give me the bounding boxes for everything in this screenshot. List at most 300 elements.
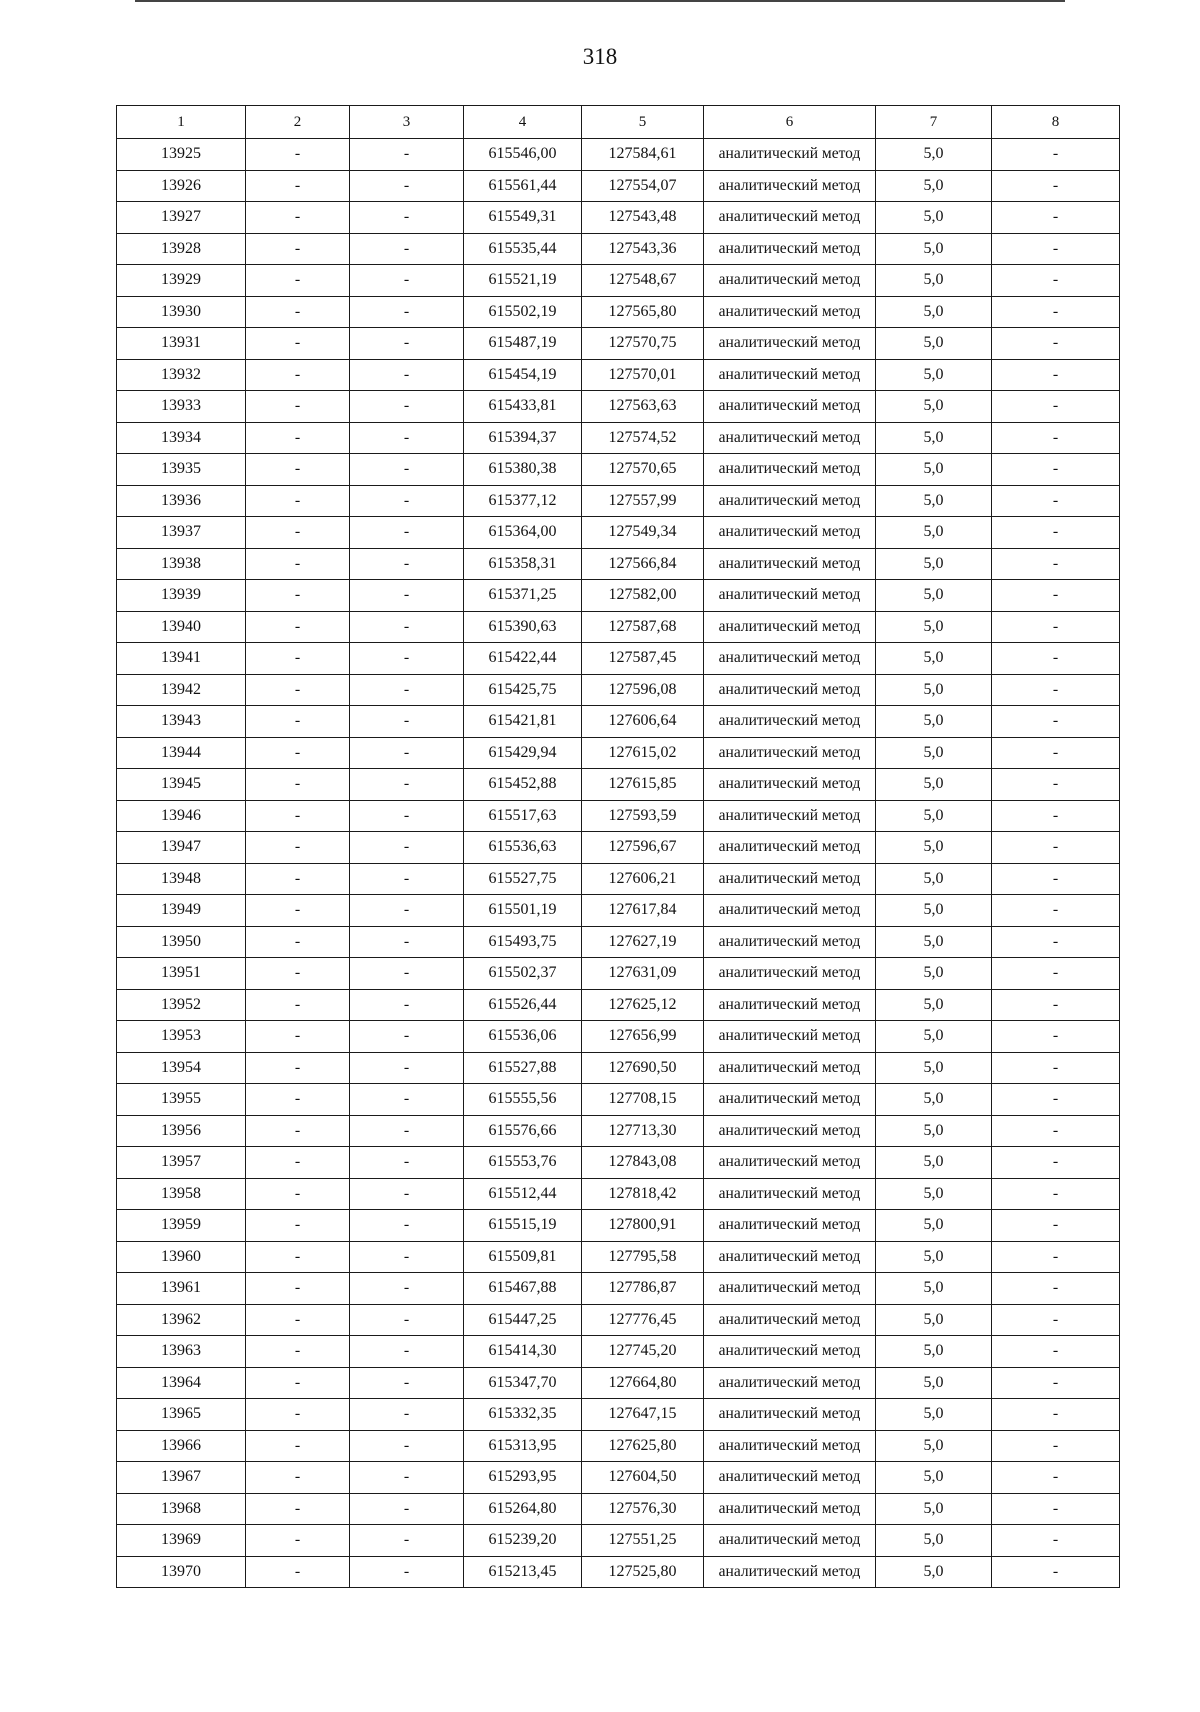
- cell-x-coordinate: 615447,25: [464, 1304, 582, 1336]
- table-row: [117, 989, 1120, 1021]
- cell-number: 13925: [117, 139, 246, 171]
- cell-number: 13965: [117, 1399, 246, 1431]
- cell-x-coordinate: 615377,12: [464, 485, 582, 517]
- table-row: [117, 265, 1120, 297]
- cell-col3: -: [350, 1052, 464, 1084]
- table-row: [117, 548, 1120, 580]
- cell-col3: -: [350, 926, 464, 958]
- cell-accuracy: 5,0: [876, 517, 992, 549]
- cell-y-coordinate: 127606,64: [582, 706, 704, 738]
- cell-col3: -: [350, 170, 464, 202]
- cell-accuracy: 5,0: [876, 139, 992, 171]
- table-row: [117, 1178, 1120, 1210]
- cell-method: аналитический метод: [704, 1021, 876, 1053]
- table-row: [117, 139, 1120, 171]
- cell-x-coordinate: 615487,19: [464, 328, 582, 360]
- table-row: [117, 706, 1120, 738]
- table-row: [117, 1462, 1120, 1494]
- cell-col8: -: [992, 643, 1120, 675]
- cell-number: 13963: [117, 1336, 246, 1368]
- table-row: [117, 958, 1120, 990]
- cell-col3: -: [350, 1021, 464, 1053]
- cell-y-coordinate: 127525,80: [582, 1556, 704, 1588]
- cell-accuracy: 5,0: [876, 895, 992, 927]
- cell-col3: -: [350, 485, 464, 517]
- cell-col2: -: [246, 1178, 350, 1210]
- table-row: [117, 1525, 1120, 1557]
- cell-col2: -: [246, 989, 350, 1021]
- cell-method: аналитический метод: [704, 706, 876, 738]
- table-row: [117, 485, 1120, 517]
- table-row: [117, 674, 1120, 706]
- cell-y-coordinate: 127587,68: [582, 611, 704, 643]
- cell-col2: -: [246, 1304, 350, 1336]
- cell-col8: -: [992, 1336, 1120, 1368]
- cell-accuracy: 5,0: [876, 1462, 992, 1494]
- cell-col3: -: [350, 1430, 464, 1462]
- cell-method: аналитический метод: [704, 800, 876, 832]
- table-row: [117, 1241, 1120, 1273]
- cell-accuracy: 5,0: [876, 958, 992, 990]
- cell-col2: -: [246, 580, 350, 612]
- cell-y-coordinate: 127615,02: [582, 737, 704, 769]
- cell-col8: -: [992, 1430, 1120, 1462]
- table-row: [117, 359, 1120, 391]
- cell-accuracy: 5,0: [876, 1304, 992, 1336]
- cell-number: 13926: [117, 170, 246, 202]
- cell-col8: -: [992, 1556, 1120, 1588]
- cell-accuracy: 5,0: [876, 1021, 992, 1053]
- cell-col8: -: [992, 926, 1120, 958]
- cell-col3: -: [350, 643, 464, 675]
- cell-method: аналитический метод: [704, 328, 876, 360]
- cell-accuracy: 5,0: [876, 706, 992, 738]
- cell-y-coordinate: 127615,85: [582, 769, 704, 801]
- cell-number: 13932: [117, 359, 246, 391]
- cell-accuracy: 5,0: [876, 1210, 992, 1242]
- cell-accuracy: 5,0: [876, 800, 992, 832]
- cell-col2: -: [246, 233, 350, 265]
- cell-y-coordinate: 127713,30: [582, 1115, 704, 1147]
- cell-y-coordinate: 127593,59: [582, 800, 704, 832]
- table-row: [117, 517, 1120, 549]
- cell-method: аналитический метод: [704, 233, 876, 265]
- cell-method: аналитический метод: [704, 548, 876, 580]
- cell-x-coordinate: 615535,44: [464, 233, 582, 265]
- table-header: [117, 106, 1120, 139]
- cell-y-coordinate: 127604,50: [582, 1462, 704, 1494]
- cell-col8: -: [992, 359, 1120, 391]
- cell-col3: -: [350, 832, 464, 864]
- cell-number: 13950: [117, 926, 246, 958]
- cell-x-coordinate: 615536,06: [464, 1021, 582, 1053]
- header-row: [117, 106, 1120, 139]
- cell-col3: -: [350, 391, 464, 423]
- cell-y-coordinate: 127625,12: [582, 989, 704, 1021]
- column-header-6: 6: [704, 106, 876, 139]
- cell-accuracy: 5,0: [876, 1273, 992, 1305]
- table-row: [117, 643, 1120, 675]
- table-row: [117, 296, 1120, 328]
- cell-col2: -: [246, 1336, 350, 1368]
- cell-col2: -: [246, 737, 350, 769]
- cell-accuracy: 5,0: [876, 1336, 992, 1368]
- cell-col3: -: [350, 1462, 464, 1494]
- cell-col8: -: [992, 265, 1120, 297]
- cell-y-coordinate: 127563,63: [582, 391, 704, 423]
- cell-accuracy: 5,0: [876, 674, 992, 706]
- cell-x-coordinate: 615493,75: [464, 926, 582, 958]
- cell-col8: -: [992, 737, 1120, 769]
- cell-col3: -: [350, 580, 464, 612]
- cell-accuracy: 5,0: [876, 1115, 992, 1147]
- table-row: [117, 328, 1120, 360]
- cell-col2: -: [246, 422, 350, 454]
- cell-col2: -: [246, 328, 350, 360]
- cell-y-coordinate: 127543,48: [582, 202, 704, 234]
- cell-method: аналитический метод: [704, 1493, 876, 1525]
- table-row: [117, 1147, 1120, 1179]
- cell-col8: -: [992, 1115, 1120, 1147]
- cell-col8: -: [992, 170, 1120, 202]
- cell-method: аналитический метод: [704, 580, 876, 612]
- table-row: [117, 1367, 1120, 1399]
- cell-x-coordinate: 615213,45: [464, 1556, 582, 1588]
- cell-method: аналитический метод: [704, 1273, 876, 1305]
- cell-number: 13962: [117, 1304, 246, 1336]
- cell-method: аналитический метод: [704, 1304, 876, 1336]
- cell-method: аналитический метод: [704, 674, 876, 706]
- cell-col3: -: [350, 1147, 464, 1179]
- cell-col3: -: [350, 233, 464, 265]
- cell-y-coordinate: 127551,25: [582, 1525, 704, 1557]
- cell-y-coordinate: 127570,01: [582, 359, 704, 391]
- cell-accuracy: 5,0: [876, 1241, 992, 1273]
- table-row: [117, 1304, 1120, 1336]
- cell-x-coordinate: 615380,38: [464, 454, 582, 486]
- table-row: [117, 1430, 1120, 1462]
- cell-x-coordinate: 615546,00: [464, 139, 582, 171]
- cell-col2: -: [246, 863, 350, 895]
- cell-y-coordinate: 127631,09: [582, 958, 704, 990]
- cell-accuracy: 5,0: [876, 328, 992, 360]
- top-rule: [135, 0, 1065, 2]
- cell-number: 13958: [117, 1178, 246, 1210]
- column-header-8: 8: [992, 106, 1120, 139]
- cell-col3: -: [350, 359, 464, 391]
- cell-col8: -: [992, 832, 1120, 864]
- cell-number: 13947: [117, 832, 246, 864]
- cell-accuracy: 5,0: [876, 832, 992, 864]
- cell-number: 13939: [117, 580, 246, 612]
- cell-number: 13938: [117, 548, 246, 580]
- cell-number: 13937: [117, 517, 246, 549]
- cell-col2: -: [246, 202, 350, 234]
- cell-method: аналитический метод: [704, 139, 876, 171]
- cell-col2: -: [246, 1462, 350, 1494]
- cell-number: 13968: [117, 1493, 246, 1525]
- cell-number: 13930: [117, 296, 246, 328]
- table-row: [117, 1021, 1120, 1053]
- cell-x-coordinate: 615332,35: [464, 1399, 582, 1431]
- cell-y-coordinate: 127617,84: [582, 895, 704, 927]
- cell-col2: -: [246, 1399, 350, 1431]
- cell-col8: -: [992, 769, 1120, 801]
- cell-col3: -: [350, 611, 464, 643]
- table-row: [117, 737, 1120, 769]
- cell-col8: -: [992, 1084, 1120, 1116]
- cell-x-coordinate: 615239,20: [464, 1525, 582, 1557]
- cell-col2: -: [246, 359, 350, 391]
- cell-col3: -: [350, 296, 464, 328]
- cell-number: 13944: [117, 737, 246, 769]
- cell-method: аналитический метод: [704, 1147, 876, 1179]
- cell-number: 13934: [117, 422, 246, 454]
- cell-accuracy: 5,0: [876, 1147, 992, 1179]
- cell-col3: -: [350, 517, 464, 549]
- cell-number: 13936: [117, 485, 246, 517]
- cell-method: аналитический метод: [704, 1336, 876, 1368]
- cell-col3: -: [350, 1241, 464, 1273]
- cell-y-coordinate: 127795,58: [582, 1241, 704, 1273]
- table-row: [117, 391, 1120, 423]
- cell-x-coordinate: 615561,44: [464, 170, 582, 202]
- cell-method: аналитический метод: [704, 1367, 876, 1399]
- cell-method: аналитический метод: [704, 454, 876, 486]
- table-row: [117, 1210, 1120, 1242]
- table-row: [117, 1115, 1120, 1147]
- cell-number: 13951: [117, 958, 246, 990]
- cell-y-coordinate: 127570,65: [582, 454, 704, 486]
- cell-col2: -: [246, 1147, 350, 1179]
- cell-method: аналитический метод: [704, 1525, 876, 1557]
- cell-y-coordinate: 127582,00: [582, 580, 704, 612]
- cell-y-coordinate: 127596,67: [582, 832, 704, 864]
- cell-col8: -: [992, 863, 1120, 895]
- cell-col2: -: [246, 1241, 350, 1273]
- cell-col8: -: [992, 139, 1120, 171]
- cell-col3: -: [350, 895, 464, 927]
- cell-col8: -: [992, 706, 1120, 738]
- cell-col3: -: [350, 1399, 464, 1431]
- cell-y-coordinate: 127574,52: [582, 422, 704, 454]
- cell-y-coordinate: 127596,08: [582, 674, 704, 706]
- cell-accuracy: 5,0: [876, 1084, 992, 1116]
- cell-method: аналитический метод: [704, 1052, 876, 1084]
- cell-number: 13960: [117, 1241, 246, 1273]
- cell-y-coordinate: 127625,80: [582, 1430, 704, 1462]
- cell-method: аналитический метод: [704, 1462, 876, 1494]
- cell-x-coordinate: 615313,95: [464, 1430, 582, 1462]
- cell-col8: -: [992, 958, 1120, 990]
- cell-col3: -: [350, 548, 464, 580]
- cell-number: 13966: [117, 1430, 246, 1462]
- cell-number: 13933: [117, 391, 246, 423]
- cell-col2: -: [246, 1556, 350, 1588]
- cell-y-coordinate: 127690,50: [582, 1052, 704, 1084]
- cell-y-coordinate: 127786,87: [582, 1273, 704, 1305]
- table-row: [117, 1399, 1120, 1431]
- cell-x-coordinate: 615517,63: [464, 800, 582, 832]
- cell-method: аналитический метод: [704, 296, 876, 328]
- cell-x-coordinate: 615526,44: [464, 989, 582, 1021]
- cell-accuracy: 5,0: [876, 1525, 992, 1557]
- table-row: [117, 233, 1120, 265]
- cell-col3: -: [350, 863, 464, 895]
- table-row: [117, 1493, 1120, 1525]
- cell-x-coordinate: 615512,44: [464, 1178, 582, 1210]
- cell-col2: -: [246, 706, 350, 738]
- cell-y-coordinate: 127664,80: [582, 1367, 704, 1399]
- cell-col3: -: [350, 706, 464, 738]
- cell-method: аналитический метод: [704, 1241, 876, 1273]
- cell-number: 13957: [117, 1147, 246, 1179]
- cell-col8: -: [992, 548, 1120, 580]
- table-row: [117, 926, 1120, 958]
- cell-method: аналитический метод: [704, 391, 876, 423]
- cell-col3: -: [350, 139, 464, 171]
- cell-x-coordinate: 615429,94: [464, 737, 582, 769]
- cell-method: аналитический метод: [704, 265, 876, 297]
- cell-col8: -: [992, 328, 1120, 360]
- column-header-3: 3: [350, 106, 464, 139]
- table-row: [117, 454, 1120, 486]
- table-row: [117, 422, 1120, 454]
- cell-x-coordinate: 615502,19: [464, 296, 582, 328]
- cell-number: 13946: [117, 800, 246, 832]
- cell-accuracy: 5,0: [876, 1556, 992, 1588]
- cell-col3: -: [350, 800, 464, 832]
- cell-accuracy: 5,0: [876, 1493, 992, 1525]
- cell-col2: -: [246, 1115, 350, 1147]
- cell-accuracy: 5,0: [876, 1178, 992, 1210]
- cell-x-coordinate: 615536,63: [464, 832, 582, 864]
- cell-x-coordinate: 615454,19: [464, 359, 582, 391]
- cell-col2: -: [246, 296, 350, 328]
- cell-number: 13969: [117, 1525, 246, 1557]
- cell-col3: -: [350, 737, 464, 769]
- cell-accuracy: 5,0: [876, 296, 992, 328]
- table-row: [117, 863, 1120, 895]
- cell-method: аналитический метод: [704, 1210, 876, 1242]
- cell-col8: -: [992, 517, 1120, 549]
- cell-y-coordinate: 127566,84: [582, 548, 704, 580]
- cell-col2: -: [246, 1430, 350, 1462]
- cell-col2: -: [246, 1052, 350, 1084]
- table-body: [117, 139, 1120, 1588]
- table-row: [117, 832, 1120, 864]
- cell-col2: -: [246, 769, 350, 801]
- cell-y-coordinate: 127776,45: [582, 1304, 704, 1336]
- cell-col2: -: [246, 517, 350, 549]
- cell-col3: -: [350, 1178, 464, 1210]
- cell-col8: -: [992, 611, 1120, 643]
- cell-col8: -: [992, 580, 1120, 612]
- cell-col2: -: [246, 265, 350, 297]
- cell-method: аналитический метод: [704, 202, 876, 234]
- cell-col8: -: [992, 895, 1120, 927]
- cell-method: аналитический метод: [704, 863, 876, 895]
- cell-y-coordinate: 127554,07: [582, 170, 704, 202]
- cell-col2: -: [246, 895, 350, 927]
- cell-x-coordinate: 615421,81: [464, 706, 582, 738]
- cell-accuracy: 5,0: [876, 1430, 992, 1462]
- cell-y-coordinate: 127548,67: [582, 265, 704, 297]
- coordinates-table: [116, 105, 1120, 1588]
- cell-col3: -: [350, 1367, 464, 1399]
- cell-col2: -: [246, 139, 350, 171]
- cell-y-coordinate: 127708,15: [582, 1084, 704, 1116]
- cell-col8: -: [992, 800, 1120, 832]
- cell-method: аналитический метод: [704, 1084, 876, 1116]
- cell-y-coordinate: 127587,45: [582, 643, 704, 675]
- table-row: [117, 800, 1120, 832]
- cell-col2: -: [246, 485, 350, 517]
- cell-number: 13964: [117, 1367, 246, 1399]
- cell-y-coordinate: 127656,99: [582, 1021, 704, 1053]
- cell-method: аналитический метод: [704, 895, 876, 927]
- cell-method: аналитический метод: [704, 958, 876, 990]
- table-row: [117, 895, 1120, 927]
- cell-col8: -: [992, 1493, 1120, 1525]
- cell-number: 13940: [117, 611, 246, 643]
- cell-col3: -: [350, 202, 464, 234]
- cell-number: 13929: [117, 265, 246, 297]
- cell-x-coordinate: 615293,95: [464, 1462, 582, 1494]
- cell-col2: -: [246, 454, 350, 486]
- cell-y-coordinate: 127557,99: [582, 485, 704, 517]
- cell-x-coordinate: 615515,19: [464, 1210, 582, 1242]
- cell-number: 13931: [117, 328, 246, 360]
- cell-col2: -: [246, 1525, 350, 1557]
- cell-x-coordinate: 615509,81: [464, 1241, 582, 1273]
- cell-accuracy: 5,0: [876, 611, 992, 643]
- cell-x-coordinate: 615576,66: [464, 1115, 582, 1147]
- cell-number: 13942: [117, 674, 246, 706]
- cell-col2: -: [246, 1493, 350, 1525]
- cell-col2: -: [246, 391, 350, 423]
- cell-col8: -: [992, 1525, 1120, 1557]
- cell-x-coordinate: 615521,19: [464, 265, 582, 297]
- cell-x-coordinate: 615553,76: [464, 1147, 582, 1179]
- cell-method: аналитический метод: [704, 643, 876, 675]
- cell-col3: -: [350, 1493, 464, 1525]
- cell-col3: -: [350, 1304, 464, 1336]
- cell-accuracy: 5,0: [876, 454, 992, 486]
- cell-col8: -: [992, 296, 1120, 328]
- cell-number: 13954: [117, 1052, 246, 1084]
- cell-col3: -: [350, 1210, 464, 1242]
- cell-col8: -: [992, 989, 1120, 1021]
- cell-col8: -: [992, 1273, 1120, 1305]
- column-header-7: 7: [876, 106, 992, 139]
- cell-col8: -: [992, 1052, 1120, 1084]
- cell-col3: -: [350, 1273, 464, 1305]
- cell-accuracy: 5,0: [876, 391, 992, 423]
- cell-x-coordinate: 615501,19: [464, 895, 582, 927]
- cell-col2: -: [246, 170, 350, 202]
- cell-y-coordinate: 127818,42: [582, 1178, 704, 1210]
- table-row: [117, 611, 1120, 643]
- cell-method: аналитический метод: [704, 611, 876, 643]
- cell-accuracy: 5,0: [876, 202, 992, 234]
- cell-x-coordinate: 615390,63: [464, 611, 582, 643]
- cell-method: аналитический метод: [704, 1178, 876, 1210]
- cell-col3: -: [350, 769, 464, 801]
- column-header-4: 4: [464, 106, 582, 139]
- cell-method: аналитический метод: [704, 832, 876, 864]
- table-row: [117, 1273, 1120, 1305]
